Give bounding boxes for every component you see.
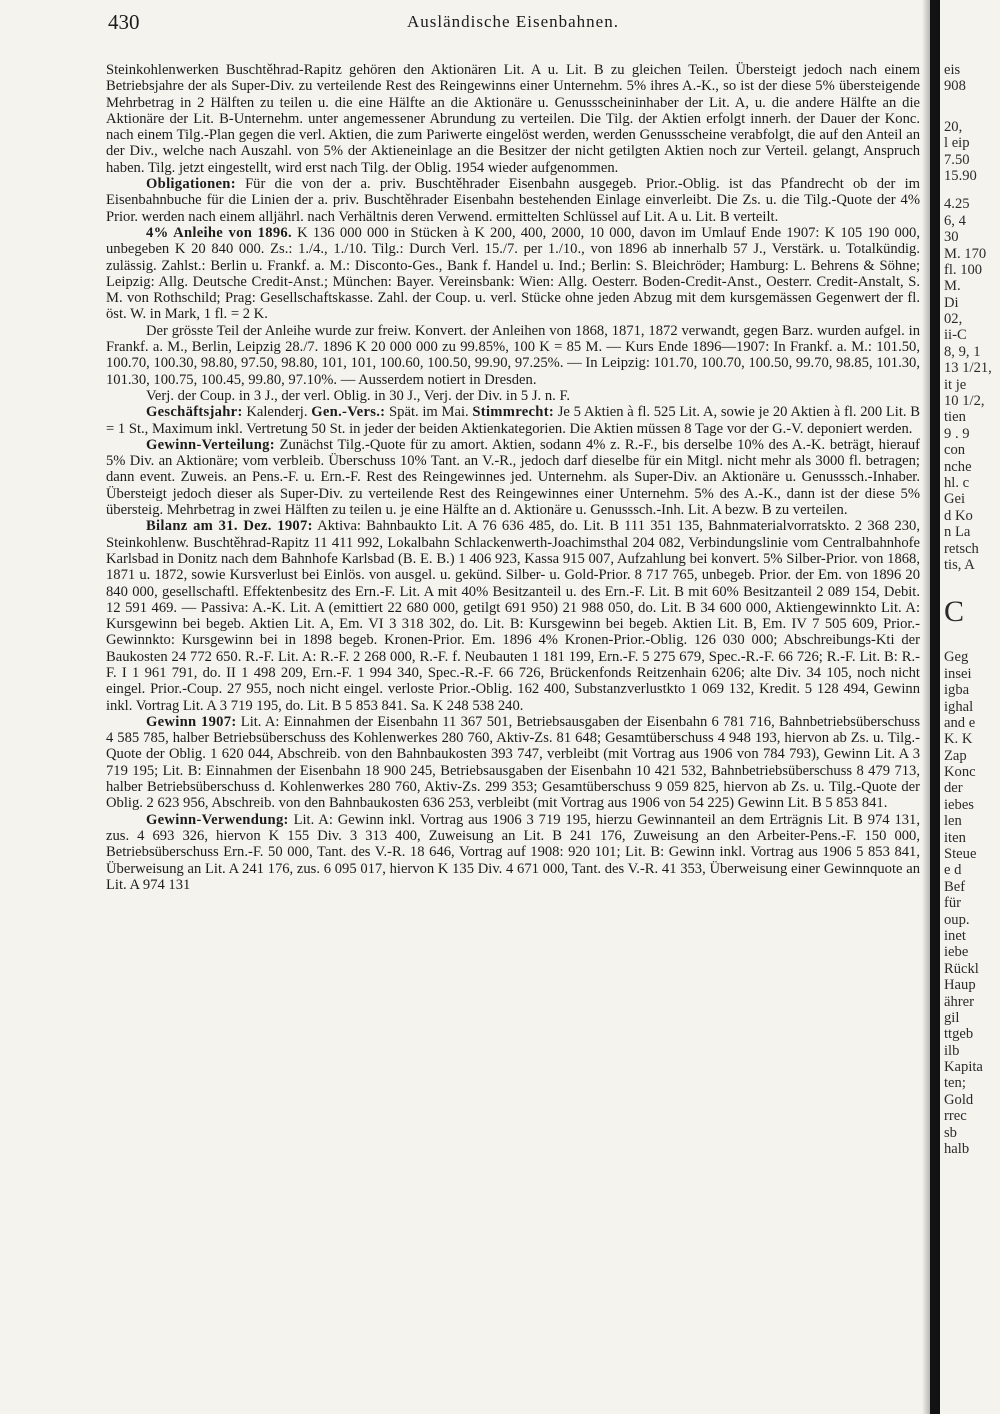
adjacent-page-line — [944, 95, 1000, 107]
gutter-shadow — [922, 0, 930, 1414]
adjacent-page-line: e d — [944, 862, 962, 879]
paragraph-text: Aktiva: Bahnbaukto Lit. A 76 636 485, do. Lit. B 111 351 135, Bahnmaterialvorratskto. 2 368 230, Steinkohlenw. Buschtěhrad-Rapitz 11 411 992, Lokalbahn Schlackenwerth-Joachimsthal 204 082, Verbindungslinie vom Centralbahnhofe Karlsbad in Donitz nach dem Bahnhofe Karlsbad (B. E. B.) 1 406 923, Kassa 915 007, Aufzahlung bei konvert. 5% Silber-Prior. von 1868, 1871 u. 1872, sowie Kursverlust bei Einlös. von ausgel. u. gekünd. Silber- u. Gold-Prior. 8 717 765, unbegeb. Prior. der Em. von 1896 20 840 000, gesellschaftl. Effektenbesitz des Ern.-F. Lit. A mit 40% Besitzanteil u. des Ern.-F. Lit. B mit 60% Besitzanteil 2 089 154, Debit. 12 591 469. — Passiva: A.-K. Lit. A (emittiert 22 680 000, getilgt 691 950) 21 988 050, do. Lit. B 34 600 000, Aktiengewinnkto Lit. A: Kursgewinn bei begeb. Aktien Lit. A, Em. VI 3 318 302, do. Lit. B: Kursgewinn bei begeb. Aktien Lit. B, Em. IV 7 505 609, Prior.-Gewinnkto: Kursgewinn bei in 1898 begeb. Kronen-Prior. Em. 1896 4% Kronen-Prior.-Oblig. 126 030 000; Abschreibungs-Kti der Baukosten 24 772 650. R.-F. Lit. A: R.-F. 2 268 000, R.-F. f. Neubauten 1 181 199, Ern.-F. 5 275 679, Spec.-R.-F. 66 726; R.-F. Lit. B: R.-F. I 1 961 791, do. II 1 498 209, Ern.-F. 1 994 340, Spec.-R.-F. 66 726, Brückenfonds Reitzenhain 6206; alte Div. 34 105, noch nicht eingel. Prior.-Coup. 27 955, noch nicht eingel. verloste Prior.-Oblig. 162 400, Substanzverlustkto 1 069 132, Kredit. 5 128 494, Gewinn inkl. Vortrag Lit. A 3 719 195, do. Lit. B 5 853 841. Sa. K 248 538 240. — [106, 518, 920, 714]
paragraph — [106, 176, 920, 225]
paragraph-text: Lit. A: Gewinn inkl. Vortrag aus 1906 3 719 195, hierzu Gewinnanteil an dem Erträgnis Lit. B 974 131, zus. 4 693 326, hiervon K 155 Div. 3 313 400, Zuweisung an Lit. B 241 176, Zuweisung an den Arbeiter-Pens.-F. 150 000, Betriebsüberschuss Ern.-F. 50 000, Tant. des V.-R. 18 646, Vortrag auf 1908: 920 101; Lit. B: Gewinn inkl. Vortrag aus 1906 5 853 841, Überweisung an Lit. A 241 176, zus. 6 095 017, hiervon K 135 Div. 4 671 000, Tant. des V.-R. 41 353, Überweisung einer Gewinnquote an Lit. A 974 131 — [106, 811, 920, 893]
adjacent-page-line: l eip — [944, 135, 970, 152]
page-number: 430 — [108, 10, 140, 34]
adjacent-page-line: Rückl — [944, 960, 979, 977]
paragraph-heading: Stimmrecht: — [472, 404, 555, 421]
paragraph-heading: Obligationen: — [146, 176, 236, 193]
adjacent-page-line: ttgeb — [944, 1026, 974, 1043]
paragraph — [106, 437, 920, 518]
adjacent-page-line: K. K — [944, 731, 973, 748]
adjacent-page-line: igba — [944, 682, 970, 699]
adjacent-page-line: ighal — [944, 698, 974, 715]
paragraph-heading: Gewinn-Verteilung: — [146, 436, 275, 453]
adjacent-page-line: tien — [944, 409, 966, 426]
adjacent-page-line: 908 — [944, 78, 966, 95]
adjacent-page-line: Geg — [944, 649, 969, 666]
paragraph — [106, 62, 920, 176]
adjacent-page-line: hl. c — [944, 474, 970, 491]
paragraph — [106, 388, 920, 404]
paragraph — [106, 225, 920, 323]
adjacent-page-line — [944, 184, 1000, 196]
adjacent-page-line: 4.25 — [944, 196, 970, 213]
adjacent-page-line: 02, — [944, 311, 963, 328]
paragraph — [106, 404, 920, 437]
main-text-column — [106, 62, 920, 1402]
adjacent-page-line: len — [944, 813, 962, 830]
paragraph-text: Je 5 Aktien à fl. 525 Lit. A, sowie je 20 Aktien à fl. 200 Lit. B = 1 St., Maximum inkl. Vertretung 50 St. in jeder der beiden Aktienkategorien. Die Aktien müssen 8 Tage vor der G.-V. deponiert werden. — [106, 404, 920, 437]
adjacent-page-line: eis — [944, 62, 961, 78]
paragraph-heading: Bilanz am 31. Dez. 1907: — [146, 518, 313, 535]
adjacent-page-line: Zap — [944, 747, 967, 764]
paragraph-text: Für die von der a. priv. Buschtěhrader Eisenbahn ausgegeb. Prior.-Oblig. ist das Pfandrecht ob der im Eisenbahnbuche für die Linien der a. priv. Buschtěhrader Eisenbahn bestehenden Einlage einverleibt. Die Zs. u. die Tilg.-Quote der 4% Prior. werden nach einem alljährl. nach Verhältnis deren Verwend. ermittelten Schlüssel auf Lit. A u. Lit. B verteilt. — [106, 176, 920, 225]
running-head: Ausländische Eisenbahnen. — [407, 12, 619, 31]
adjacent-page-fragment — [944, 62, 1000, 1402]
paragraph-text: K 136 000 000 in Stücken à K 200, 400, 2000, 10 000, davon im Umlauf Ende 1907: K 105 190 000, unbegeben K 20 840 000. Zs.: 1./4., 1./10. Tilg.: Durch Verl. 15./7. per 1./10., von 1896 ab innerhalb 57 J., Verstärk. u. Totalkündig. zulässig. Zahlst.: Berlin u. Frankf. a. M.: Disconto-Ges., Bank f. Handel u. Ind.; Berlin: S. Bleichröder; Hamburg: L. Behrens & Söhne; Leipzig: Allg. Deutsche Credit-Anst.; München: Bayer. Vereinsbank: Wien: Allg. Oesterr. Boden-Credit-Anst., Oesterr. Credit-Anstalt, S. M. von Rothschild; Prag: Gesellschaftskasse. Zahl. der Coup. u. verl. Stücke ohne jeden Abzug mit dem kursgemässen Gegenwert der fl. öst. W. in Mark, 1 fl. = 2 K. — [106, 224, 920, 323]
adjacent-page-line: sb — [944, 1124, 957, 1141]
adjacent-page-line: ii-C — [944, 327, 967, 344]
paragraph-heading: Gen.-Vers.: — [311, 404, 386, 421]
adjacent-page-line: Haup — [944, 977, 976, 994]
adjacent-page-line: 20, — [944, 118, 963, 135]
adjacent-page-line: Konc — [944, 764, 976, 781]
paragraph-text: Lit. A: Einnahmen der Eisenbahn 11 367 501, Betriebsausgaben der Eisenbahn 6 781 716, Bahnbetriebsüberschuss 4 585 785, halber Betriebsüberschuss des Kohlenwerkes 280 760, Aktiv-Zs. 81 648; Gesamtüberschuss 4 948 193, hiervon ab Zs. u. Tilg.-Quote der Oblig. 1 620 044, Abschreib. von den Bahnbaukosten 393 747, verbleibt (mit Vortrag aus 1906 von 784 793), Gewinn Lit. A 3 719 195; Lit. B: Einnahmen der Eisenbahn 18 900 245, Betriebsausgaben der Eisenbahn 10 421 532, Bahnbetriebsüberschuss 8 479 713, halber Betriebsüberschuss d. Kohlenwerkes 280 760, Aktiv-Zs. 299 353; Gesamtüberschuss 9 059 825, hiervon ab Zs. u. Tilg.-Quote der Oblig. 2 623 956, Abschreib. von den Bahnbaukosten 636 253, verbleibt (mit Vortrag aus 1906 von 54 225) Gewinn Lit. B 5 853 841. — [106, 713, 920, 812]
adjacent-page-line: Kapita — [944, 1059, 983, 1076]
book-gutter — [930, 0, 940, 1414]
paragraph-heading: Gewinn 1907: — [146, 713, 237, 730]
adjacent-page-line: M. — [944, 278, 961, 295]
adjacent-page-line: nche — [944, 458, 972, 475]
adjacent-page-line: and e — [944, 714, 976, 731]
adjacent-page-line: 15.90 — [944, 167, 977, 184]
adjacent-page-line: Steue — [944, 846, 977, 863]
adjacent-page-line: iten — [944, 829, 966, 846]
adjacent-page-line: d Ko — [944, 507, 973, 524]
adjacent-page-line: ten; — [944, 1075, 966, 1092]
adjacent-page-line: oup. — [944, 911, 970, 928]
adjacent-page-line: iebes — [944, 796, 974, 813]
adjacent-page-line: it je — [944, 376, 967, 393]
adjacent-page-line: M. 170 — [944, 245, 987, 262]
adjacent-page-line: inet — [944, 927, 966, 944]
paragraph-text: Zunächst Tilg.-Quote für zu amort. Aktien, sodann 4% z. R.-F., bis derselbe 10% des A.-K. beträgt, hierauf 5% Div. an Aktionäre; vom verbleib. Überschuss 10% Tant. an V.-R., jedoch darf dieselbe für ein Mitgl. nicht mehr als 3000 fl. betragen; dann event. Zuweis. an Pens.-F. u. Ern.-F. Rest des Reingewinnes jed. Unternehm. als Super-Div. an Aktionäre u. Genusssch.-Inhaber. Übersteigt jedoch dieser als Super-Div. zu verteilende Rest des Reingewinnes einer Unternehm. 5% des A.-K., dann ist der diese 5% übersteig. Mehrbetrag in zwei Hälften zu teilen u. je eine Hälfte an d. Aktionäre u. Genusssch.-Inh. Lit. A bezw. B zu verteilen. — [106, 436, 920, 519]
paragraph-text: Kalenderj. — [242, 404, 312, 421]
adjacent-page-line: Gold — [944, 1091, 974, 1108]
adjacent-page-line: rrec — [944, 1108, 967, 1125]
adjacent-page-line: retsch — [944, 540, 979, 557]
adjacent-page-line: halb — [944, 1141, 970, 1158]
adjacent-page-line: 8, 9, 1 — [944, 343, 981, 360]
paragraph — [106, 714, 920, 812]
paragraph-text: Der grösste Teil der Anleihe wurde zur freiw. Konvert. der Anleihen von 1868, 1871, 1872 verwandt, gegen Barz. wurden aufgel. in Frankf. a. M., Berlin, Leipzig 28./7. 1896 K 20 000 000 zu 99.85%, 100 K = 85 M. — Kurs Ende 1896—1907: In Frankf. a. M.: 101.50, 100.70, 100.30, 98.80, 97.50, 98.80, 101, 101, 100.60, 100.50, 99.90, 97.25%. — In Leipzig: 101.70, 100.70, 100.50, 99.70, 98.85, 101.30, 101.30, 100.75, 100.45, 99.80, 97.10%. — Ausserdem notiert in Dresden. — [106, 322, 920, 388]
adjacent-page-line: C — [944, 595, 965, 629]
adjacent-page-line: Bef — [944, 878, 966, 895]
paragraph — [106, 812, 920, 893]
adjacent-page-line: ährer — [944, 993, 974, 1010]
paragraph-heading: Geschäftsjahr: — [146, 404, 243, 421]
paragraph-text: Verj. der Coup. in 3 J., der verl. Oblig. in 30 J., Verj. der Div. in 5 J. n. F. — [146, 387, 571, 404]
adjacent-page-line: tis, A — [944, 556, 975, 573]
adjacent-page-line: iebe — [944, 944, 969, 961]
paragraph — [106, 323, 920, 388]
adjacent-page-line: Di — [944, 294, 959, 311]
adjacent-page-line: 9 . 9 — [944, 425, 970, 442]
adjacent-page-line: 13 1/21, — [944, 360, 992, 377]
adjacent-page-line: insei — [944, 665, 972, 682]
adjacent-page-line: con — [944, 442, 966, 459]
paragraph-text: Spät. im Mai. — [385, 404, 473, 421]
adjacent-page-line: für — [944, 895, 962, 912]
adjacent-page-line — [944, 637, 1000, 649]
adjacent-page-line: fl. 100 — [944, 261, 983, 278]
adjacent-page-line: 30 — [944, 229, 959, 246]
adjacent-page-line: 7.50 — [944, 151, 970, 168]
adjacent-page-line: gil — [944, 1009, 960, 1026]
paragraph-text: Steinkohlenwerken Buschtěhrad-Rapitz gehören den Aktionären Lit. A u. Lit. B zu gleichen Teilen. Übersteigt jedoch nach einem Betriebsjahre der als Super-Div. zu verteilende Rest des Reingewinns einer Unternehm. 5% ihres A.-K., so ist der diese 5% übersteigende Mehrbetrag in 2 Hälften zu teilen u. die eine Hälfte an die Aktionäre u. Genussscheininhaber der Lit. A, u. die andere Hälfte an die Aktionäre der Lit. B-Unternehm. unter angemessener Abrundung zu verteilen. Die Tilg. der Aktien erfolgt innerh. der Dauer der Konc. nach einem Tilg.-Plan gegen die verl. Aktien, die zum Pariwerte eingelöst werden, werden Genussscheine verabfolgt, die auf den Anteil an der Div., welche nach Auszahl. von 5% der Aktieneinlage an die Besitzer der nicht getilgten Aktien noch zur Verteil. gelangt, Anspruch haben. Tilg. jetzt eingestellt, wird erst nach Tilg. der Oblig. 1954 wieder aufgenommen. — [106, 62, 920, 176]
adjacent-page-line — [944, 107, 1000, 119]
adjacent-page-line: der — [944, 780, 963, 797]
paragraph-heading: Gewinn-Verwendung: — [146, 811, 289, 828]
adjacent-page-line: 10 1/2, — [944, 393, 985, 410]
adjacent-page-line: ilb — [944, 1042, 960, 1059]
adjacent-page-line: n La — [944, 524, 971, 541]
page-header — [108, 10, 918, 44]
adjacent-page-line: 6, 4 — [944, 212, 966, 229]
adjacent-page-line: Gei — [944, 491, 966, 508]
paragraph — [106, 518, 920, 714]
paragraph-heading: 4% Anleihe von 1896. — [146, 224, 292, 241]
